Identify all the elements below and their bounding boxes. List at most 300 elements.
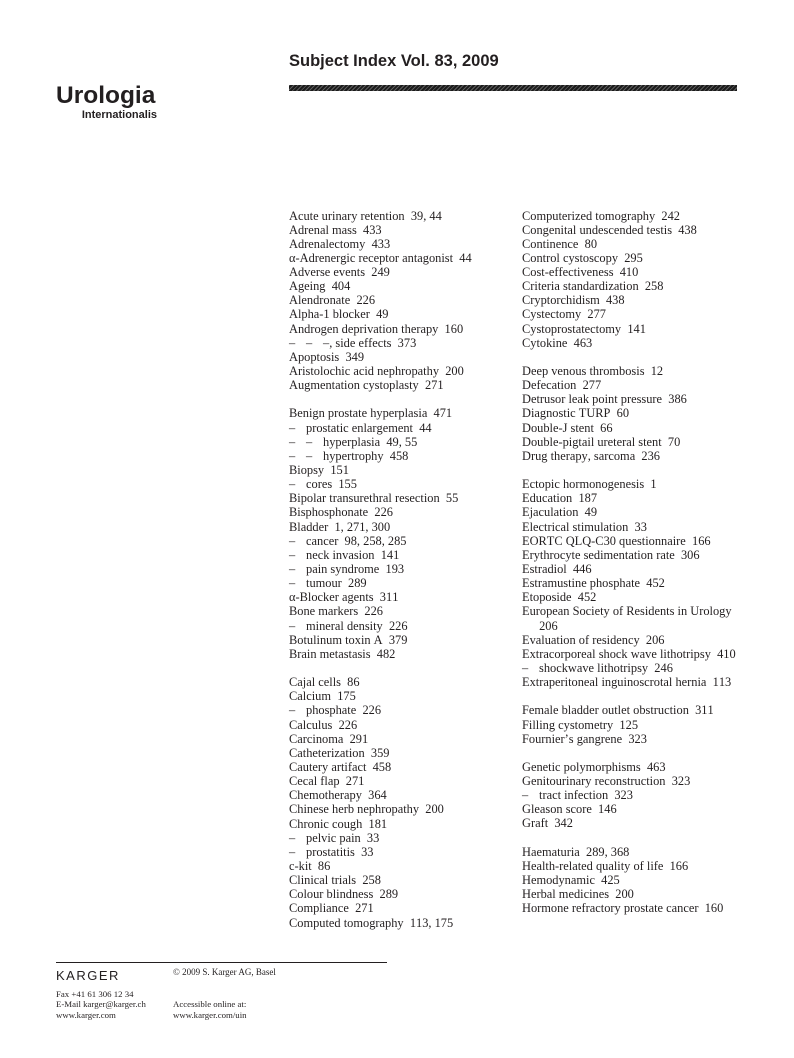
index-entry xyxy=(289,689,503,703)
index-page-numbers: 404 xyxy=(331,279,351,294)
index-term: Estradiol xyxy=(522,561,567,576)
index-entry xyxy=(289,209,503,223)
index-letter-group xyxy=(289,209,503,393)
index-term: Carcinoma xyxy=(289,731,344,746)
index-term: Chemotherapy xyxy=(289,788,362,803)
index-page-numbers: 226 xyxy=(356,293,376,308)
index-term: Genitourinary reconstruction xyxy=(522,774,666,789)
index-page-numbers: 277 xyxy=(587,307,606,322)
website-link[interactable]: www.karger.com xyxy=(56,1009,116,1020)
index-page-numbers: 200 xyxy=(425,802,444,817)
index-term: Ageing xyxy=(289,279,326,294)
index-column-left xyxy=(289,209,503,930)
index-page-numbers: 86 xyxy=(347,675,360,690)
index-entry xyxy=(289,703,503,717)
index-entry xyxy=(289,901,503,915)
index-page-numbers: 155 xyxy=(338,477,357,492)
index-page-numbers: 60 xyxy=(616,406,630,421)
index-entry xyxy=(522,364,736,378)
index-entry xyxy=(522,209,736,223)
index-page-numbers: 166 xyxy=(669,858,689,873)
index-letter-group xyxy=(522,209,736,350)
sub-entry-dash: – xyxy=(289,420,299,435)
index-term: Cryptorchidism xyxy=(522,293,600,308)
index-term: – – hypertrophy xyxy=(289,448,384,463)
index-page-numbers: 113, 175 xyxy=(409,915,454,930)
index-term: Genetic polymorphisms xyxy=(522,759,641,774)
index-entry xyxy=(289,322,503,336)
index-term: Androgen deprivation therapy xyxy=(289,321,439,336)
index-page-numbers: 342 xyxy=(554,816,573,831)
index-entry xyxy=(522,816,736,830)
index-term: Adrenal mass xyxy=(289,222,357,237)
index-entry xyxy=(522,449,736,463)
sub-entry-dash: – xyxy=(289,335,299,350)
index-term: Computerized tomography xyxy=(522,208,656,223)
index-page-numbers: 49, 55 xyxy=(386,434,418,449)
index-entry xyxy=(522,732,736,746)
index-entry xyxy=(522,251,736,265)
index-term: – cancer xyxy=(289,533,339,548)
index-page-numbers: 113 xyxy=(712,675,732,690)
index-term: Hemodynamic xyxy=(522,873,595,888)
index-entry xyxy=(522,661,736,675)
fax-number: Fax +41 61 306 12 34 xyxy=(56,988,134,999)
index-term: – shockwave lithotripsy xyxy=(522,660,649,675)
index-page-numbers: 200 xyxy=(445,364,464,379)
index-term: Cytokine xyxy=(522,335,568,350)
sub-entry-dash: – xyxy=(522,660,532,675)
index-page-numbers: 206 xyxy=(539,618,558,633)
index-term: Cystoprostatectomy xyxy=(522,321,622,336)
index-term: – neck invasion xyxy=(289,547,375,562)
index-entry xyxy=(289,477,503,491)
index-page-numbers: 175 xyxy=(337,689,356,704)
index-page-numbers: 410 xyxy=(717,646,736,661)
index-entry xyxy=(522,703,736,717)
index-entry xyxy=(289,378,503,392)
index-entry xyxy=(522,435,736,449)
index-page-numbers: 291 xyxy=(349,731,369,746)
index-term: Alpha-1 blocker xyxy=(289,307,370,322)
index-entry xyxy=(289,675,503,689)
index-page-numbers: 271 xyxy=(345,774,365,789)
index-term: – pelvic pain xyxy=(289,830,361,845)
index-term: – prostatitis xyxy=(289,844,355,859)
index-page-numbers: 12 xyxy=(650,364,664,379)
sub-entry-dash: – xyxy=(289,477,299,492)
index-page-numbers: 33 xyxy=(366,830,380,845)
index-page-numbers: 125 xyxy=(619,717,639,732)
index-term: Bladder xyxy=(289,519,329,534)
index-term: Continence xyxy=(522,236,579,251)
index-term: Health-related quality of life xyxy=(522,858,664,873)
index-entry xyxy=(289,307,503,321)
index-term: – prostatic enlargement xyxy=(289,420,413,435)
index-term: Chinese herb nephropathy xyxy=(289,802,420,817)
index-entry xyxy=(289,845,503,859)
index-term: Gleason score xyxy=(522,802,592,817)
sub-entry-dash: – xyxy=(306,335,316,350)
index-entry xyxy=(522,873,736,887)
footer-rule xyxy=(56,962,387,963)
index-page-numbers: 160 xyxy=(704,901,724,916)
index-term: Haematuria xyxy=(522,844,580,859)
index-term: Colour blindness xyxy=(289,887,374,902)
sub-entry-dash: – xyxy=(289,448,299,463)
index-term: – cores xyxy=(289,477,333,492)
index-entry xyxy=(289,831,503,845)
index-entry xyxy=(289,732,503,746)
index-term: Graft xyxy=(522,816,549,831)
index-term: Evaluation of residency xyxy=(522,632,640,647)
index-letter-group xyxy=(522,845,736,916)
index-entry xyxy=(522,760,736,774)
index-term: Deep venous thrombosis xyxy=(522,364,645,379)
index-term: Cystectomy xyxy=(522,307,582,322)
index-page-numbers: 373 xyxy=(397,335,417,350)
index-term: – mineral density xyxy=(289,618,383,633)
copyright-notice: © 2009 S. Karger AG, Basel xyxy=(173,966,276,977)
index-page-numbers: 452 xyxy=(646,576,665,591)
index-page-numbers: 323 xyxy=(614,788,633,803)
index-page-numbers: 438 xyxy=(605,293,625,308)
index-entry xyxy=(289,859,503,873)
index-entry xyxy=(289,760,503,774)
index-entry xyxy=(522,421,736,435)
index-entry xyxy=(289,251,503,265)
index-page-numbers: 166 xyxy=(692,533,711,548)
index-page-numbers: 80 xyxy=(584,236,598,251)
index-page-numbers: 193 xyxy=(385,562,405,576)
sub-entry-dash: – xyxy=(289,547,299,562)
index-term: Alendronate xyxy=(289,293,351,308)
index-page-numbers: 258 xyxy=(362,873,381,888)
index-page-numbers: 226 xyxy=(374,505,393,520)
index-letter-group xyxy=(289,675,503,930)
index-entry xyxy=(289,718,503,732)
index-entry xyxy=(289,364,503,378)
index-entry xyxy=(522,520,736,534)
index-page-numbers: 44 xyxy=(419,420,432,435)
index-letter-group xyxy=(522,364,736,463)
index-letter-group xyxy=(522,477,736,689)
index-term: Congenital undescended testis xyxy=(522,222,673,237)
index-page-numbers: 200 xyxy=(615,887,634,902)
index-page-numbers: 226 xyxy=(338,717,358,732)
index-term: Biopsy xyxy=(289,463,325,478)
index-page-numbers: 289, 368 xyxy=(586,844,630,859)
index-entry xyxy=(522,293,736,307)
index-term: Calculus xyxy=(289,717,333,732)
index-page-numbers: 44 xyxy=(459,250,472,265)
index-term: Bisphosphonate xyxy=(289,505,369,520)
email-address: E-Mail karger@karger.ch xyxy=(56,998,146,1009)
index-entry xyxy=(522,901,736,915)
journal-name: Urologia xyxy=(56,82,156,109)
index-page-numbers: 151 xyxy=(330,463,349,478)
online-access-link[interactable]: www.karger.com/uin xyxy=(173,1009,247,1020)
index-entry xyxy=(522,859,736,873)
publisher-logo: KARGER xyxy=(56,967,120,983)
index-entry xyxy=(289,223,503,237)
sub-entry-dash: – xyxy=(289,844,299,859)
sub-entry-dash: – xyxy=(289,618,299,633)
index-entry xyxy=(522,788,736,802)
index-page-numbers: 311 xyxy=(695,703,714,718)
index-term: Electrical stimulation xyxy=(522,519,629,534)
index-term: Extraperitoneal inguinoscrotal hernia xyxy=(522,675,707,690)
index-term: Cajal cells xyxy=(289,675,341,690)
index-entry xyxy=(522,774,736,788)
index-term: Adrenalectomy xyxy=(289,236,366,251)
index-page-numbers: 471 xyxy=(433,406,453,421)
index-term: Bipolar transurethral resection xyxy=(289,491,440,506)
index-page-numbers: 98, 258, 285 xyxy=(344,533,407,548)
sub-entry-dash: – xyxy=(306,448,316,463)
index-entry xyxy=(289,576,503,590)
index-entry xyxy=(522,477,736,491)
index-page-numbers: 141 xyxy=(627,321,646,336)
index-page-numbers: 55 xyxy=(445,491,459,506)
index-term: Control cystoscopy xyxy=(522,250,619,265)
index-page-numbers: 463 xyxy=(573,335,593,350)
index-term: EORTC QLQ-C30 questionnaire xyxy=(522,533,686,548)
index-page-numbers: 482 xyxy=(376,646,396,661)
index-term: Compliance xyxy=(289,901,349,916)
index-entry xyxy=(289,774,503,788)
index-term: Defecation xyxy=(522,378,577,393)
index-page-numbers: 242 xyxy=(661,208,680,223)
index-page-numbers: 258 xyxy=(644,279,664,294)
index-term: Computed tomography xyxy=(289,915,404,930)
index-entry xyxy=(289,449,503,463)
index-page-numbers: 458 xyxy=(372,759,392,774)
index-page-numbers: 433 xyxy=(371,236,391,251)
index-page-numbers: 226 xyxy=(388,618,408,633)
index-entry xyxy=(522,307,736,321)
index-entry xyxy=(289,293,503,307)
index-entry xyxy=(522,406,736,420)
index-page-numbers: 206 xyxy=(645,632,665,647)
index-term: Ectopic hormonogenesis xyxy=(522,477,645,492)
index-term: Drug therapy, sarcoma xyxy=(522,448,636,463)
index-term: Augmentation cystoplasty xyxy=(289,378,419,393)
index-page-numbers: 1, 271, 300 xyxy=(334,519,391,534)
index-entry xyxy=(289,604,503,618)
index-entry xyxy=(522,237,736,251)
index-term: Filling cystometry xyxy=(522,717,614,732)
index-entry xyxy=(522,647,736,661)
sub-entry-dash: – xyxy=(289,562,299,576)
index-term: – – –, side effects xyxy=(289,335,392,350)
index-page-numbers: 458 xyxy=(389,448,409,463)
index-page-numbers: 146 xyxy=(598,802,617,817)
index-term: Hormone refractory prostate cancer xyxy=(522,901,699,916)
index-page-numbers: 246 xyxy=(654,660,673,675)
index-page-numbers: 306 xyxy=(680,547,700,562)
index-term: – tumour xyxy=(289,576,342,591)
index-entry xyxy=(289,548,503,562)
index-entry xyxy=(522,802,736,816)
index-term: Etoposide xyxy=(522,590,572,605)
index-entry xyxy=(522,718,736,732)
index-entry xyxy=(522,548,736,562)
header-rule xyxy=(289,85,737,91)
index-entry xyxy=(522,336,736,350)
index-entry xyxy=(522,505,736,519)
index-entry xyxy=(289,491,503,505)
index-page-numbers: 446 xyxy=(572,561,592,576)
index-entry xyxy=(522,675,736,689)
index-term: Education xyxy=(522,491,573,506)
index-term: Herbal medicines xyxy=(522,887,610,902)
journal-subtitle: Internationalis xyxy=(81,109,157,121)
index-letter-group xyxy=(522,760,736,831)
index-page-numbers: 463 xyxy=(646,759,666,774)
index-entry xyxy=(522,604,736,632)
sub-entry-dash: – xyxy=(289,830,299,845)
index-term: α-Blocker agents xyxy=(289,590,374,605)
index-entry xyxy=(522,887,736,901)
index-term: Detrusor leak point pressure xyxy=(522,392,663,407)
sub-entry-dash: – xyxy=(289,533,299,548)
index-entry xyxy=(289,590,503,604)
index-term: Calcium xyxy=(289,689,331,704)
index-page-numbers: 66 xyxy=(600,420,613,435)
index-page-numbers: 452 xyxy=(577,590,597,605)
index-term: Ejaculation xyxy=(522,505,579,520)
index-entry xyxy=(289,435,503,449)
index-term: Chronic cough xyxy=(289,816,363,831)
sub-entry-dash: – xyxy=(522,788,532,803)
index-page-numbers: 359 xyxy=(370,745,390,760)
index-term: Double-pigtail ureteral stent xyxy=(522,434,662,449)
index-term: Bone markers xyxy=(289,604,359,619)
index-page-numbers: 249 xyxy=(371,265,390,280)
index-entry xyxy=(289,817,503,831)
index-entry xyxy=(289,520,503,534)
index-entry xyxy=(289,562,503,576)
index-entry xyxy=(289,534,503,548)
index-term: – tract infection xyxy=(522,788,609,803)
index-page-numbers: 349 xyxy=(345,349,365,364)
index-term: Botulinum toxin A xyxy=(289,632,383,647)
online-access-label: Accessible online at: xyxy=(173,998,247,1009)
index-page-numbers: 433 xyxy=(363,222,382,237)
index-term: Fournier’s gangrene xyxy=(522,731,623,746)
index-term: Cecal flap xyxy=(289,774,340,789)
index-term: – phosphate xyxy=(289,703,357,718)
index-entry xyxy=(289,463,503,477)
index-term: Diagnostic TURP xyxy=(522,406,611,421)
index-entry xyxy=(522,378,736,392)
index-term: α-Adrenergic receptor antagonist xyxy=(289,250,454,265)
index-entry xyxy=(522,576,736,590)
index-page-numbers: 271 xyxy=(424,378,444,393)
index-page-numbers: 33 xyxy=(361,844,374,859)
index-entry xyxy=(289,406,503,420)
index-term: Brain metastasis xyxy=(289,646,371,661)
index-page-numbers: 323 xyxy=(628,731,647,746)
index-page-numbers: 70 xyxy=(667,434,681,449)
sub-entry-dash: – xyxy=(289,434,299,449)
index-entry xyxy=(289,336,503,350)
index-entry xyxy=(289,421,503,435)
sub-entry-dash: – xyxy=(289,703,299,718)
index-page-numbers: 386 xyxy=(668,392,687,407)
index-term: Apoptosis xyxy=(289,349,340,364)
index-entry xyxy=(522,223,736,237)
index-page-numbers: 311 xyxy=(379,590,399,605)
index-entry xyxy=(289,788,503,802)
index-page-numbers: 226 xyxy=(362,703,382,718)
index-entry xyxy=(522,633,736,647)
index-entry xyxy=(289,873,503,887)
index-page-numbers: 410 xyxy=(619,265,639,280)
index-entry xyxy=(289,265,503,279)
index-page-numbers: 425 xyxy=(601,873,620,888)
index-term: Benign prostate hyperplasia xyxy=(289,406,428,421)
sub-entry-dash: – xyxy=(306,434,316,449)
index-letter-group xyxy=(289,406,503,661)
index-entry xyxy=(522,491,736,505)
index-page-numbers: 289 xyxy=(379,887,399,902)
index-page-numbers: 1 xyxy=(650,477,657,492)
index-term: Catheterization xyxy=(289,745,365,760)
index-page-numbers: 141 xyxy=(380,547,400,562)
index-term: Cautery artifact xyxy=(289,759,367,774)
index-page-numbers: 187 xyxy=(578,491,598,506)
sub-entry-dash: – xyxy=(289,576,299,591)
index-term: Double-J stent xyxy=(522,420,594,435)
index-page-numbers: 364 xyxy=(368,788,387,803)
index-entry xyxy=(522,265,736,279)
index-entry xyxy=(289,279,503,293)
index-entry xyxy=(289,619,503,633)
index-term: Extracorporeal shock wave lithotripsy xyxy=(522,646,711,661)
index-page-numbers: 271 xyxy=(355,901,374,916)
index-page-numbers: 323 xyxy=(671,774,691,789)
index-letter-group xyxy=(522,703,736,745)
index-page-numbers: 33 xyxy=(634,519,647,534)
index-entry xyxy=(522,392,736,406)
index-page-numbers: 39, 44 xyxy=(410,208,442,223)
index-term: Erythrocyte sedimentation rate xyxy=(522,547,675,562)
index-term: European Society of Residents in Urology xyxy=(522,604,732,619)
index-entry xyxy=(522,534,736,548)
index-term: Cost-effectiveness xyxy=(522,265,614,280)
index-term: Criteria standardization xyxy=(522,279,639,294)
index-entry xyxy=(289,633,503,647)
index-entry xyxy=(289,802,503,816)
index-entry xyxy=(289,647,503,661)
index-entry xyxy=(522,279,736,293)
index-entry xyxy=(289,916,503,930)
index-entry xyxy=(289,887,503,901)
index-entry xyxy=(289,505,503,519)
index-term: Estramustine phosphate xyxy=(522,576,641,591)
index-page-numbers: 289 xyxy=(348,576,367,591)
index-term: c-kit xyxy=(289,858,312,873)
index-column-right xyxy=(522,209,736,916)
index-entry xyxy=(289,237,503,251)
index-page-numbers: 181 xyxy=(368,816,388,831)
index-page-numbers: 438 xyxy=(678,222,697,237)
index-page-numbers: 49 xyxy=(376,307,389,322)
index-page-numbers: 160 xyxy=(444,321,464,336)
index-page-numbers: 86 xyxy=(317,858,331,873)
